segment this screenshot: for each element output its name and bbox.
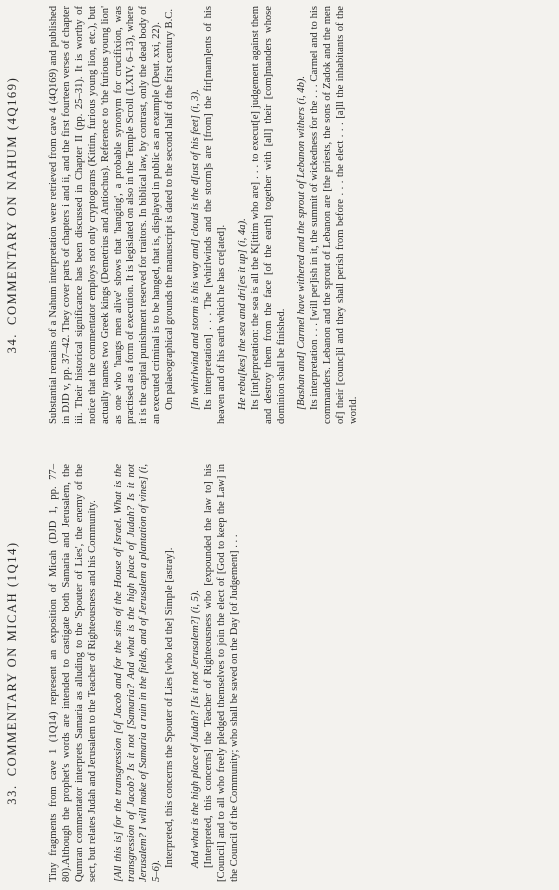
interpretation-paragraph: Its [int]erpretation: the sea is all the K[ittim who are] . . . to execut[e] judgement against them and destroy them from the face [of the earth] together with [all] their [com]manders whose dominion shall be finished. xyxy=(249,6,287,424)
scripture-quote: He rebu[kes] the sea and dri[es it up] (i, 4a). xyxy=(236,218,248,410)
intro-paragraph: Tiny fragments from cave 1 (1Q14) represent an exposition of Micah (DJD 1, pp. 77–80).Although the prophet's words are intended to castigate both Samaria and Jerusalem, the Qumran commentator interprets Samaria as alluding to the 'Spouter of Lies', the enemy of the sect, but relates Judah and Jerusalem to the Teacher of Righteousness and his Community. xyxy=(48,464,98,882)
interpretation-paragraph: Its interpretation] . . . The [whirlwinds and the storm]s are [from] the fir[mam]ents of his heaven and of his earth which he has cre[ated]. xyxy=(202,6,227,424)
section-number: 33. xyxy=(5,784,19,805)
section-heading xyxy=(6,464,22,882)
section-nahum-commentary xyxy=(6,6,361,424)
section-title: COMMENTARY ON NAHUM (4Q169) xyxy=(5,76,19,325)
section-title: COMMENTARY ON MICAH (1Q14) xyxy=(5,541,19,777)
interpretation-paragraph: [Interpreted, this concerns] the Teacher of Righteousness who [expounded the law to] his [Council] and to all who freely pledged themselves to join the elect of [God to keep the Law] in the Council of the Community; who shall be saved on the Day [of Judgement] . . . xyxy=(203,464,240,882)
scripture-quote: And what is the high place of Judah? [Is it not Jerusalem?] (i, 5). xyxy=(190,589,202,868)
dating-paragraph: On palaeographical grounds the manuscript is dated to the second half of the first century B.C. xyxy=(164,9,176,410)
scripture-quote: [In whirlwind and storm is his way and] cloud is the d[ust of his feet] (i, 3). xyxy=(190,89,202,410)
section-number: 34. xyxy=(5,332,19,354)
scripture-quote: [All this is] for the transgression [of Jacob and for the sins of the House of Israel. What is the transgression of Jacob? Is it not [Samaria? And what is the high place of Judah? Is it not Jerusalem? I will make of Samaria a ruin in the fields, and of Jerusalem a plantation of vines] (i, 5–6). xyxy=(112,464,163,882)
section-micah-commentary xyxy=(6,464,242,882)
interpretation-paragraph: Interpreted, this concerns the Spouter of Lies [who led the] Simple [astray]. xyxy=(164,547,176,868)
scripture-quote: [Bashan and] Carmel have withered and the sprout of Lebanon withers (i, 4b). xyxy=(296,75,308,410)
intro-paragraph: Substantial remains of a Nahum interpretation were retrieved from cave 4 (4Q169) and published in DJD v, pp. 37–42. They cover parts of chapters i and ii, and the first fourteen verses of chapter iii. Their historical significance has been discussed in Chapter II (pp. 25–31). It is worthy of notice that the commentator employs not only cryptograms (Kittim, furious young lion, etc.), but actually names two Greek kings (Demetrius and Antiochus). Reference to 'the furious young lion' as one who 'hangs men alive' shows that 'hanging', a probable synonym for crucifixion, was practised as a form of execution. It is legislated on also in the Temple Scroll (LXIV, 6–13), where it is the capital punishment reserved for traitors. In biblical law, by contrast, only the dead body of an executed criminal is to be hanged, that is, displayed in public as an example (Deut. xxi, 22). xyxy=(48,6,163,424)
interpretation-paragraph: Its interpretation . . . [will per]ish in it, the summit of wickedness for the . . . Carmel and to his commanders. Lebanon and the sprout of Lebanon are [the priests, the sons of Zadok and the men of] their [counc]il and they shall perish from before . . . the elect . . . [a]ll the inhabitants of the world. xyxy=(309,6,360,424)
section-heading xyxy=(6,6,22,424)
